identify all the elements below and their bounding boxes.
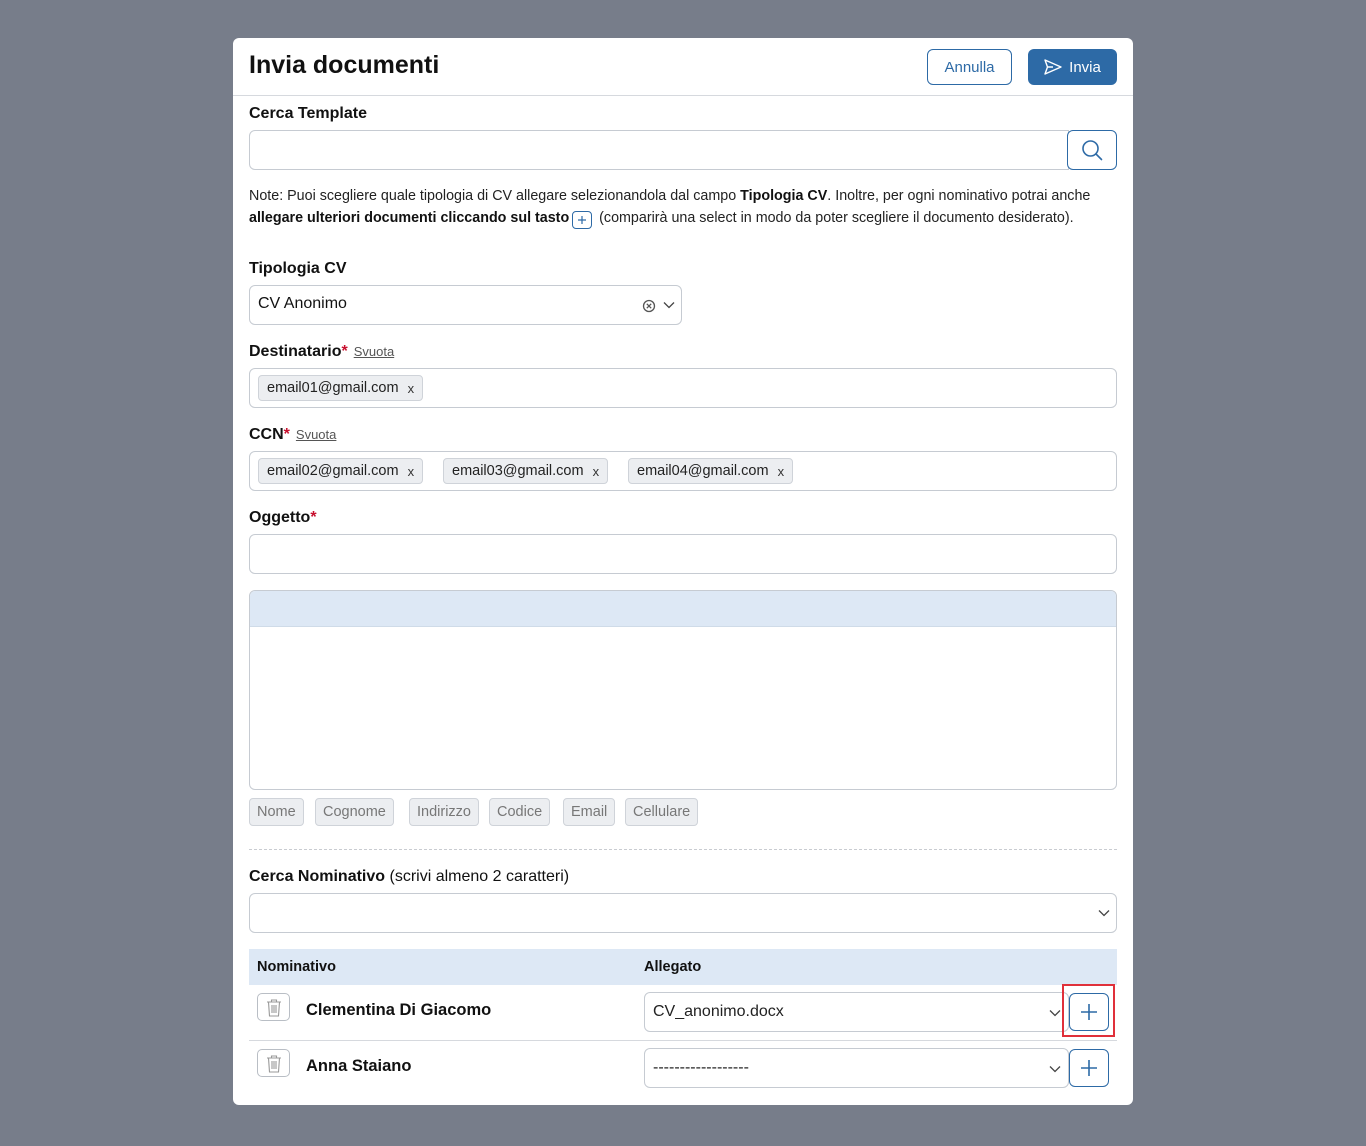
- highlight-box: [1062, 984, 1115, 1037]
- chevron-down-icon: [1049, 1065, 1061, 1073]
- chevron-down-icon: [1049, 1009, 1061, 1017]
- cv-type-value: CV Anonimo: [258, 295, 347, 312]
- recipient-chip: [258, 375, 423, 401]
- nominee-table-header: [249, 949, 1117, 985]
- cv-type-select[interactable]: [249, 285, 682, 325]
- add-attachment-button[interactable]: [1069, 1049, 1109, 1087]
- delete-row-button[interactable]: [257, 993, 290, 1021]
- delete-row-button[interactable]: [257, 1049, 290, 1077]
- note-suffix: (comparirà una select in modo da poter scegliere il documento desiderato).: [595, 210, 1074, 226]
- chip-label: email02@gmail.com: [267, 463, 399, 479]
- template-search-button[interactable]: [1067, 130, 1117, 170]
- attachment-value: ------------------: [653, 1059, 749, 1076]
- note-middle: . Inoltre, per ogni nominativo potrai anche: [827, 188, 1091, 204]
- bcc-chip: [258, 458, 423, 484]
- template-search-input[interactable]: [249, 130, 1069, 170]
- note-bold-attach: allegare ulteriori documenti cliccando sul tasto: [249, 210, 570, 226]
- bcc-label: [249, 426, 336, 444]
- column-header-allegato: Allegato: [644, 959, 702, 975]
- bcc-field[interactable]: [249, 451, 1117, 491]
- chip-remove-button[interactable]: x: [592, 463, 600, 479]
- trash-icon: [266, 998, 282, 1017]
- required-asterisk: *: [310, 509, 317, 526]
- required-asterisk: *: [341, 343, 348, 360]
- trash-icon: [266, 1054, 282, 1073]
- attachment-select[interactable]: [644, 1048, 1069, 1088]
- chip-remove-button[interactable]: x: [407, 380, 415, 396]
- recipient-label: [249, 343, 394, 361]
- nominee-search-label: [249, 868, 569, 886]
- chevron-down-icon: [1098, 909, 1110, 917]
- attachment-select[interactable]: [644, 992, 1069, 1032]
- search-icon: [1081, 139, 1103, 161]
- subject-input[interactable]: [249, 534, 1117, 574]
- bcc-label-text: CCN: [249, 426, 284, 443]
- subject-label: [249, 509, 317, 527]
- nominee-name: Anna Staiano: [306, 1057, 412, 1075]
- modal-title: Invia documenti: [249, 51, 440, 79]
- plus-icon: [1080, 1059, 1098, 1077]
- column-header-nominativo: Nominativo: [257, 959, 336, 975]
- message-editor[interactable]: [249, 590, 1117, 790]
- placeholder-tag-indirizzo[interactable]: Indirizzo: [409, 798, 479, 826]
- cancel-button[interactable]: Annulla: [927, 49, 1012, 85]
- note-prefix: Note: Puoi scegliere quale tipologia di CV allegare selezionandola dal campo: [249, 188, 741, 204]
- note-bold-cv-type: Tipologia CV: [740, 188, 828, 204]
- clear-icon[interactable]: [642, 299, 656, 313]
- chip-remove-button[interactable]: x: [777, 463, 785, 479]
- recipient-label-text: Destinatario: [249, 343, 342, 360]
- attachment-value: CV_anonimo.docx: [653, 1003, 784, 1020]
- bcc-chip: [443, 458, 608, 484]
- nominee-search-select[interactable]: [249, 893, 1117, 933]
- plus-icon: [572, 211, 592, 229]
- bcc-clear-link[interactable]: Svuota: [295, 427, 337, 442]
- modal-header: [233, 38, 1133, 96]
- recipient-field[interactable]: [249, 368, 1117, 408]
- help-note: [249, 185, 1117, 229]
- template-search-label: Cerca Template: [249, 105, 367, 122]
- chip-label: email03@gmail.com: [452, 463, 584, 479]
- cv-type-label: Tipologia CV: [249, 260, 347, 277]
- bcc-chip: [628, 458, 793, 484]
- send-documents-modal: [233, 38, 1133, 1105]
- nominee-search-label-bold: Cerca Nominativo: [249, 868, 386, 885]
- placeholder-tag-cellulare[interactable]: Cellulare: [625, 798, 698, 826]
- placeholder-tag-cognome[interactable]: Cognome: [315, 798, 394, 826]
- row-divider: [249, 1040, 1117, 1041]
- subject-label-text: Oggetto: [249, 509, 311, 526]
- paper-plane-icon: [1044, 59, 1062, 75]
- nominee-search-hint: (scrivi almeno 2 caratteri): [385, 868, 570, 885]
- required-asterisk: *: [283, 426, 290, 443]
- placeholder-tag-email[interactable]: Email: [563, 798, 615, 826]
- placeholder-tag-nome[interactable]: Nome: [249, 798, 304, 826]
- chip-label: email04@gmail.com: [637, 463, 769, 479]
- placeholder-tag-codice[interactable]: Codice: [489, 798, 550, 826]
- section-divider: [249, 849, 1117, 850]
- send-button-label: Invia: [1069, 58, 1101, 76]
- chip-label: email01@gmail.com: [267, 380, 399, 396]
- send-button[interactable]: [1028, 49, 1117, 85]
- nominee-name: Clementina Di Giacomo: [306, 1001, 492, 1019]
- chip-remove-button[interactable]: x: [407, 463, 415, 479]
- editor-toolbar: [250, 591, 1116, 627]
- chevron-down-icon: [663, 301, 675, 309]
- recipient-clear-link[interactable]: Svuota: [353, 344, 395, 359]
